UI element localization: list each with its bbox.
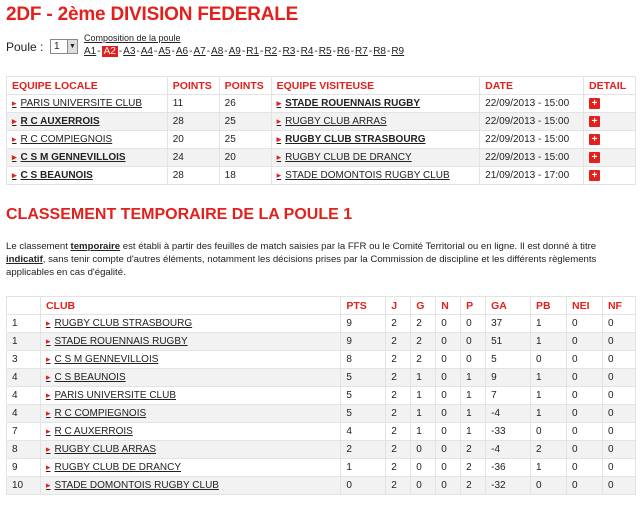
ranking-cell-pb: 0 <box>531 477 567 495</box>
ranking-cell-ga: 51 <box>486 333 531 351</box>
ranking-cell-p: 0 <box>461 351 486 369</box>
club-link[interactable]: ▸ R C AUXERROIS <box>46 426 133 437</box>
home-points: 28 <box>167 167 219 185</box>
ranking-cell-n: 0 <box>436 477 461 495</box>
ranking-cell-nf: 0 <box>602 333 635 351</box>
ranking-cell-j: 2 <box>386 477 411 495</box>
match-away-cell <box>271 113 480 131</box>
away-points: 18 <box>219 167 271 185</box>
ranking-cell-n: 0 <box>436 387 461 405</box>
ranking-cell-pb: 2 <box>531 441 567 459</box>
club-link[interactable]: ▸ RUGBY CLUB STRASBOURG <box>46 318 192 329</box>
home-team-link[interactable]: ▸ R C AUXERROIS <box>12 116 100 127</box>
header-points-home: POINTS <box>167 77 219 95</box>
pool-link-a3[interactable]: A3 <box>123 46 136 57</box>
match-home-cell <box>7 149 168 167</box>
ranking-cell-ga: 5 <box>486 351 531 369</box>
ranking-header-nf: NF <box>602 297 635 315</box>
ranking-cell-j: 2 <box>386 333 411 351</box>
ranking-cell-ga: -4 <box>486 405 531 423</box>
ranking-cell-club <box>40 459 340 477</box>
pool-link-separator: - <box>241 46 246 57</box>
ranking-header-j: J <box>386 297 411 315</box>
ranking-cell-ga: 9 <box>486 369 531 387</box>
temporaire-link[interactable]: temporaire <box>70 241 121 252</box>
ranking-cell-pts: 0 <box>341 477 386 495</box>
ranking-row <box>7 459 636 477</box>
ranking-cell-n: 0 <box>436 369 461 387</box>
ranking-cell-j: 2 <box>386 315 411 333</box>
away-team-link[interactable]: ▸ RUGBY CLUB ARRAS <box>277 116 387 127</box>
pool-link-separator: - <box>224 46 228 57</box>
club-link[interactable]: ▸ RUGBY CLUB DE DRANCY <box>46 462 181 473</box>
pool-link-separator: - <box>171 46 175 57</box>
ranking-cell-n: 0 <box>436 315 461 333</box>
classement-title: CLASSEMENT TEMPORAIRE DE LA POULE 1 <box>6 206 353 223</box>
ranking-cell-club <box>40 369 340 387</box>
pool-link-separator: - <box>189 46 193 57</box>
pool-link-separator: - <box>332 46 336 57</box>
ranking-cell-club <box>40 477 340 495</box>
header-date: DATE <box>480 77 584 95</box>
ranking-cell-nf: 0 <box>602 405 635 423</box>
detail-plus-icon[interactable]: + <box>589 152 600 163</box>
ranking-cell-g: 0 <box>411 459 436 477</box>
ranking-cell-pts: 4 <box>341 423 386 441</box>
ranking-cell-club <box>40 333 340 351</box>
home-points: 20 <box>167 131 219 149</box>
indicatif-link[interactable]: indicatif <box>6 254 43 265</box>
match-row <box>7 113 636 131</box>
away-points: 25 <box>219 131 271 149</box>
pool-link-separator: - <box>136 46 140 57</box>
home-team-link[interactable]: ▸ C S M GENNEVILLOIS <box>12 152 126 163</box>
ranking-cell-club <box>40 387 340 405</box>
match-date: 22/09/2013 - 15:00 <box>480 95 584 113</box>
ranking-cell-n: 0 <box>436 441 461 459</box>
ranking-cell-pts: 9 <box>341 315 386 333</box>
ranking-cell-ga: -33 <box>486 423 531 441</box>
ranking-cell-pb: 0 <box>531 423 567 441</box>
ranking-cell-j: 2 <box>386 369 411 387</box>
ranking-cell-pb: 1 <box>531 369 567 387</box>
ranking-cell-nei: 0 <box>567 369 603 387</box>
ranking-cell-g: 0 <box>411 477 436 495</box>
ranking-cell-p: 1 <box>461 369 486 387</box>
ranking-cell-club <box>40 423 340 441</box>
ranking-cell-j: 2 <box>386 351 411 369</box>
ranking-cell-nei: 0 <box>567 423 603 441</box>
pool-link-r9[interactable]: R9 <box>391 46 405 57</box>
poule-select[interactable] <box>50 39 78 54</box>
pool-link-r6[interactable]: R6 <box>336 46 350 57</box>
pool-link-r4[interactable]: R4 <box>300 46 314 57</box>
ranking-cell-nf: 0 <box>602 387 635 405</box>
ranking-cell-g: 0 <box>411 441 436 459</box>
detail-plus-icon[interactable]: + <box>589 116 600 127</box>
pool-link-a2[interactable]: A2 <box>103 46 116 57</box>
ranking-cell-rank: 7 <box>7 423 41 441</box>
ranking-cell-pts: 1 <box>341 459 386 477</box>
pool-link-r1[interactable]: R1 <box>246 46 259 57</box>
pool-links <box>84 46 404 57</box>
match-row <box>7 95 636 113</box>
ranking-cell-j: 2 <box>386 423 411 441</box>
match-row <box>7 131 636 149</box>
ranking-cell-rank: 4 <box>7 369 41 387</box>
ranking-cell-p: 2 <box>461 477 486 495</box>
ranking-row <box>7 351 636 369</box>
pool-link-a7[interactable]: A7 <box>193 46 206 57</box>
ranking-header-p: P <box>461 297 486 315</box>
pool-link-separator: - <box>118 46 123 57</box>
ranking-cell-p: 1 <box>461 423 486 441</box>
ranking-header-pts: PTS <box>341 297 386 315</box>
away-team-link[interactable]: ▸ RUGBY CLUB STRASBOURG <box>277 134 426 145</box>
match-away-cell <box>271 131 480 149</box>
ranking-cell-nei: 0 <box>567 351 603 369</box>
match-detail-cell <box>584 95 636 113</box>
ranking-cell-rank: 1 <box>7 315 41 333</box>
pool-link-r2[interactable]: R2 <box>264 46 278 57</box>
ranking-header-g: G <box>411 297 436 315</box>
away-points: 25 <box>219 113 271 131</box>
away-points: 20 <box>219 149 271 167</box>
ranking-cell-rank: 9 <box>7 459 41 477</box>
ranking-cell-ga: 37 <box>486 315 531 333</box>
ranking-header-nei: NEI <box>567 297 603 315</box>
ranking-cell-ga: -36 <box>486 459 531 477</box>
ranking-row <box>7 369 636 387</box>
ranking-header-club: CLUB <box>40 297 340 315</box>
match-detail-cell <box>584 131 636 149</box>
ranking-cell-p: 0 <box>461 315 486 333</box>
match-detail-cell <box>584 149 636 167</box>
ranking-cell-j: 2 <box>386 387 411 405</box>
ranking-cell-club <box>40 405 340 423</box>
ranking-cell-pb: 1 <box>531 405 567 423</box>
ranking-cell-p: 1 <box>461 387 486 405</box>
match-away-cell <box>271 167 480 185</box>
ranking-row <box>7 441 636 459</box>
ranking-cell-nei: 0 <box>567 405 603 423</box>
pool-link-separator: - <box>386 46 391 57</box>
home-team-link[interactable]: ▸ C S BEAUNOIS <box>12 170 93 181</box>
ranking-cell-j: 2 <box>386 405 411 423</box>
poule-select-value: 1 <box>54 41 60 52</box>
pool-link-separator: - <box>153 46 158 57</box>
pool-link-separator: - <box>206 46 211 57</box>
ranking-cell-pb: 1 <box>531 387 567 405</box>
ranking-cell-n: 0 <box>436 405 461 423</box>
club-link[interactable]: ▸ R C COMPIEGNOIS <box>46 408 146 419</box>
ranking-table <box>6 296 636 495</box>
match-date: 22/09/2013 - 15:00 <box>480 113 584 131</box>
ranking-cell-rank: 8 <box>7 441 41 459</box>
matches-table <box>6 76 636 185</box>
ranking-cell-g: 1 <box>411 369 436 387</box>
match-home-cell <box>7 167 168 185</box>
detail-plus-icon[interactable]: + <box>589 98 600 109</box>
ranking-cell-club <box>40 441 340 459</box>
home-points: 11 <box>167 95 219 113</box>
chevron-down-icon[interactable]: ▼ <box>67 40 77 53</box>
match-date: 22/09/2013 - 15:00 <box>480 149 584 167</box>
poule-label: Poule : <box>6 40 44 54</box>
pool-link-a1[interactable]: A1 <box>84 46 97 57</box>
header-points-away: POINTS <box>219 77 271 95</box>
ranking-cell-nf: 0 <box>602 477 635 495</box>
ranking-cell-club <box>40 351 340 369</box>
classement-intro: Le classement temporaire est établi à partir des feuilles de match saisies par la FFR ou le Comité Territorial ou en ligne. Il est donné à titre indicatif, sans tenir compte d'autres éléments, notamment les décisions prises par la Commission de discipline et les différents règlements applicables en cas d'égalité. <box>6 241 597 278</box>
ranking-cell-pts: 5 <box>341 405 386 423</box>
ranking-cell-n: 0 <box>436 423 461 441</box>
ranking-row <box>7 387 636 405</box>
ranking-cell-g: 2 <box>411 333 436 351</box>
detail-plus-icon[interactable]: + <box>589 134 600 145</box>
ranking-header-rank <box>7 297 41 315</box>
ranking-cell-nf: 0 <box>602 441 635 459</box>
ranking-cell-j: 2 <box>386 459 411 477</box>
ranking-cell-p: 1 <box>461 405 486 423</box>
ranking-cell-pts: 5 <box>341 369 386 387</box>
pool-link-a5[interactable]: A5 <box>158 46 171 57</box>
pool-link-separator: - <box>278 46 282 57</box>
ranking-cell-nf: 0 <box>602 369 635 387</box>
away-points: 26 <box>219 95 271 113</box>
header-equipe-visiteuse: EQUIPE VISITEUSE <box>271 77 480 95</box>
ranking-cell-nei: 0 <box>567 459 603 477</box>
ranking-cell-ga: -32 <box>486 477 531 495</box>
pool-link-separator: - <box>314 46 318 57</box>
ranking-row <box>7 333 636 351</box>
ranking-header-pb: PB <box>531 297 567 315</box>
away-team-link[interactable]: ▸ STADE DOMONTOIS RUGBY CLUB <box>277 170 450 181</box>
ranking-cell-pts: 5 <box>341 387 386 405</box>
ranking-cell-ga: -4 <box>486 441 531 459</box>
club-link[interactable]: ▸ C S BEAUNOIS <box>46 372 126 383</box>
ranking-header-n: N <box>436 297 461 315</box>
match-away-cell <box>271 149 480 167</box>
pool-link-a8[interactable]: A8 <box>211 46 224 57</box>
pool-link-r7[interactable]: R7 <box>355 46 368 57</box>
match-date: 21/09/2013 - 17:00 <box>480 167 584 185</box>
ranking-cell-nei: 0 <box>567 333 603 351</box>
pool-link-separator: - <box>350 46 355 57</box>
ranking-cell-nei: 0 <box>567 315 603 333</box>
pool-link-a4[interactable]: A4 <box>140 46 153 57</box>
home-points: 24 <box>167 149 219 167</box>
club-link[interactable]: ▸ STADE DOMONTOIS RUGBY CLUB <box>46 480 219 491</box>
ranking-cell-g: 2 <box>411 351 436 369</box>
match-row <box>7 149 636 167</box>
ranking-cell-g: 2 <box>411 315 436 333</box>
ranking-cell-pb: 1 <box>531 333 567 351</box>
match-row <box>7 167 636 185</box>
ranking-cell-nf: 0 <box>602 459 635 477</box>
header-detail: DETAIL <box>584 77 636 95</box>
ranking-cell-g: 1 <box>411 405 436 423</box>
ranking-cell-nf: 0 <box>602 351 635 369</box>
pool-link-separator: - <box>260 46 264 57</box>
ranking-row <box>7 405 636 423</box>
ranking-cell-g: 1 <box>411 387 436 405</box>
match-away-cell <box>271 95 480 113</box>
pool-link-separator: - <box>368 46 373 57</box>
ranking-cell-rank: 1 <box>7 333 41 351</box>
match-home-cell <box>7 113 168 131</box>
club-link[interactable]: ▸ C S M GENNEVILLOIS <box>46 354 158 365</box>
ranking-cell-nf: 0 <box>602 423 635 441</box>
ranking-cell-pts: 9 <box>341 333 386 351</box>
ranking-header-ga: GA <box>486 297 531 315</box>
ranking-row <box>7 423 636 441</box>
away-team-link[interactable]: ▸ RUGBY CLUB DE DRANCY <box>277 152 412 163</box>
pool-link-a6[interactable]: A6 <box>175 46 189 57</box>
ranking-cell-n: 0 <box>436 351 461 369</box>
ranking-row <box>7 315 636 333</box>
ranking-cell-club <box>40 315 340 333</box>
ranking-cell-g: 1 <box>411 423 436 441</box>
pool-link-separator: - <box>296 46 300 57</box>
pool-link-r8[interactable]: R8 <box>373 46 386 57</box>
ranking-cell-pb: 0 <box>531 351 567 369</box>
pool-link-a9[interactable]: A9 <box>228 46 241 57</box>
ranking-cell-n: 0 <box>436 459 461 477</box>
ranking-cell-p: 2 <box>461 441 486 459</box>
ranking-cell-nf: 0 <box>602 315 635 333</box>
home-points: 28 <box>167 113 219 131</box>
ranking-cell-pb: 1 <box>531 459 567 477</box>
club-link[interactable]: ▸ STADE ROUENNAIS RUGBY <box>46 336 188 347</box>
ranking-cell-pts: 2 <box>341 441 386 459</box>
ranking-row <box>7 477 636 495</box>
ranking-cell-rank: 3 <box>7 351 41 369</box>
match-detail-cell <box>584 167 636 185</box>
ranking-cell-ga: 7 <box>486 387 531 405</box>
club-link[interactable]: ▸ RUGBY CLUB ARRAS <box>46 444 156 455</box>
ranking-cell-pts: 8 <box>341 351 386 369</box>
ranking-cell-nei: 0 <box>567 387 603 405</box>
away-team-link[interactable]: ▸ STADE ROUENNAIS RUGBY <box>277 98 420 109</box>
detail-plus-icon[interactable]: + <box>589 170 600 181</box>
ranking-cell-nei: 0 <box>567 441 603 459</box>
pool-link-separator: - <box>97 46 101 57</box>
pool-link-r3[interactable]: R3 <box>282 46 296 57</box>
ranking-cell-nei: 0 <box>567 477 603 495</box>
ranking-cell-j: 2 <box>386 441 411 459</box>
ranking-cell-rank: 4 <box>7 405 41 423</box>
ranking-cell-pb: 1 <box>531 315 567 333</box>
ranking-cell-p: 0 <box>461 333 486 351</box>
club-link[interactable]: ▸ PARIS UNIVERSITE CLUB <box>46 390 176 401</box>
ranking-cell-n: 0 <box>436 333 461 351</box>
pool-link-r5[interactable]: R5 <box>318 46 332 57</box>
ranking-cell-rank: 10 <box>7 477 41 495</box>
match-home-cell <box>7 95 168 113</box>
ranking-cell-rank: 4 <box>7 387 41 405</box>
home-team-link[interactable]: ▸ R C COMPIEGNOIS <box>12 134 112 145</box>
home-team-link[interactable]: ▸ PARIS UNIVERSITE CLUB <box>12 98 142 109</box>
header-equipe-locale: EQUIPE LOCALE <box>7 77 168 95</box>
ranking-cell-p: 2 <box>461 459 486 477</box>
composition-link[interactable]: Composition de la poule <box>84 33 181 43</box>
match-detail-cell <box>584 113 636 131</box>
match-home-cell <box>7 131 168 149</box>
match-date: 22/09/2013 - 15:00 <box>480 131 584 149</box>
page-title: 2DF - 2ème DIVISION FEDERALE <box>6 4 299 25</box>
